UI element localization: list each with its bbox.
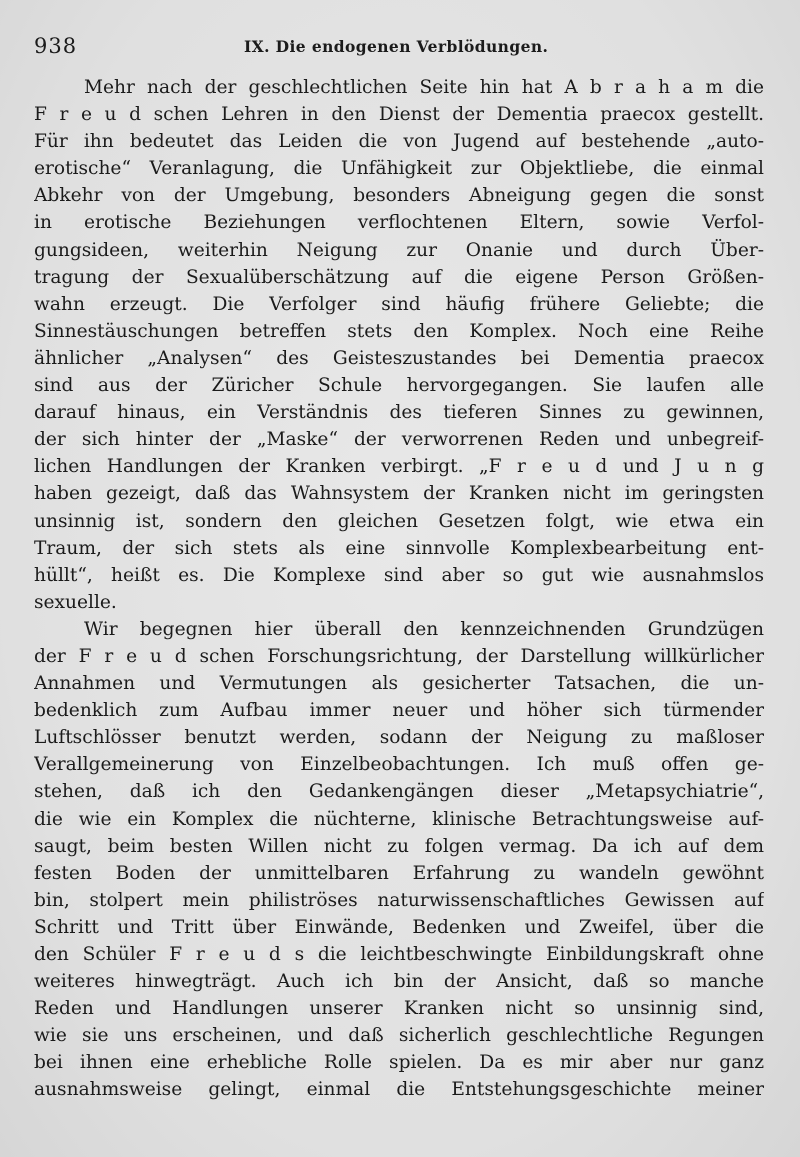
text-line: Für ihn bedeutet das Leiden die von Jugend auf bestehende „auto-	[34, 131, 764, 153]
text-line: Traum, der sich stets als eine sinnvolle Komplexbearbeitung ent-	[34, 537, 764, 559]
text-line: weiteres hinwegträgt. Auch ich bin der Ansicht, daß so manche	[34, 971, 764, 993]
text-line: wahn erzeugt. Die Verfolger sind häufig frühere Geliebte; die	[34, 293, 764, 315]
text-line: darauf hinaus, ein Verständnis des tieferen Sinnes zu gewinnen,	[34, 402, 764, 424]
text-line: Abkehr von der Umgebung, besonders Abneigung gegen die sonst	[34, 185, 764, 207]
text-line: ähnlicher „Analysen“ des Geisteszustandes bei Dementia praecox	[34, 347, 764, 369]
text-line: hüllt“, heißt es. Die Komplexe sind aber so gut wie ausnahmslos	[34, 564, 764, 586]
text-line: festen Boden der unmittelbaren Erfahrung zu wandeln gewöhnt	[34, 862, 764, 884]
text-line: Wir begegnen hier überall den kennzeichnenden Grundzügen	[84, 618, 764, 640]
text-line: Luftschlösser benutzt werden, sodann der Neigung zu maßloser	[34, 727, 764, 749]
page-number: 938	[34, 34, 78, 58]
text-line: saugt, beim besten Willen nicht zu folgen vermag. Da ich auf dem	[34, 835, 764, 857]
text-line: der sich hinter der „Maske“ der verworrenen Reden und unbegreif-	[34, 429, 764, 451]
text-line: F r e u d schen Lehren in den Dienst der Dementia praecox gestellt.	[34, 104, 764, 126]
text-line: Reden und Handlungen unserer Kranken nicht so unsinnig sind,	[34, 998, 764, 1020]
text-line: den Schüler F r e u d s die leichtbeschwingte Einbildungskraft ohne	[34, 944, 764, 965]
text-line: sind aus der Züricher Schule hervorgegangen. Sie laufen alle	[34, 375, 764, 397]
text-line: bedenklich zum Aufbau immer neuer und höher sich türmender	[34, 700, 764, 722]
text-line: haben gezeigt, daß das Wahnsystem der Kranken nicht im geringsten	[34, 483, 764, 505]
text-line: wie sie uns erscheinen, und daß sicherlich geschlechtliche Regungen	[34, 1025, 764, 1047]
text-line: Annahmen und Vermutungen als gesicherter Tatsachen, die un-	[34, 673, 764, 695]
text-line: Verallgemeinerung von Einzelbeobachtungen. Ich muß offen ge-	[34, 754, 764, 776]
text-line: tragung der Sexualüberschätzung auf die eigene Person Größen-	[34, 266, 764, 288]
text-line: in erotische Beziehungen verflochtenen Eltern, sowie Verfol-	[34, 212, 764, 234]
text-line: stehen, daß ich den Gedankengängen dieser „Metapsychiatrie“,	[34, 781, 764, 803]
text-line: gungsideen, weiterhin Neigung zur Onanie und durch Über-	[34, 239, 764, 261]
text-line: erotische“ Veranlagung, die Unfähigkeit zur Objektliebe, die einmal	[34, 158, 764, 180]
text-line: die wie ein Komplex die nüchterne, klinische Betrachtungsweise auf-	[34, 808, 764, 830]
running-head: IX. Die endogenen Verblödungen.	[244, 37, 549, 56]
text-line: unsinnig ist, sondern den gleichen Gesetzen folgt, wie etwa ein	[34, 510, 764, 532]
text-line: Schritt und Tritt über Einwände, Bedenken und Zweifel, über die	[34, 916, 764, 938]
page-header	[34, 34, 766, 60]
text-line: bin, stolpert mein philiströses naturwissenschaftliches Gewissen auf	[34, 889, 764, 911]
text-line: Sinnestäuschungen betreffen stets den Komplex. Noch eine Reihe	[34, 320, 764, 342]
body-text	[34, 74, 764, 1104]
text-line: der F r e u d schen Forschungsrichtung, der Darstellung willkürlicher	[34, 645, 764, 667]
text-line: sexuelle.	[34, 591, 117, 613]
text-line: ausnahmsweise gelingt, einmal die Entstehungsgeschichte meiner	[34, 1079, 764, 1101]
text-line: Mehr nach der geschlechtlichen Seite hin hat A b r a h a m die	[84, 77, 764, 98]
text-line: bei ihnen eine erhebliche Rolle spielen. Da es mir aber nur ganz	[34, 1052, 764, 1074]
text-line: lichen Handlungen der Kranken verbirgt. „F r e u d und J u n g	[34, 456, 764, 478]
